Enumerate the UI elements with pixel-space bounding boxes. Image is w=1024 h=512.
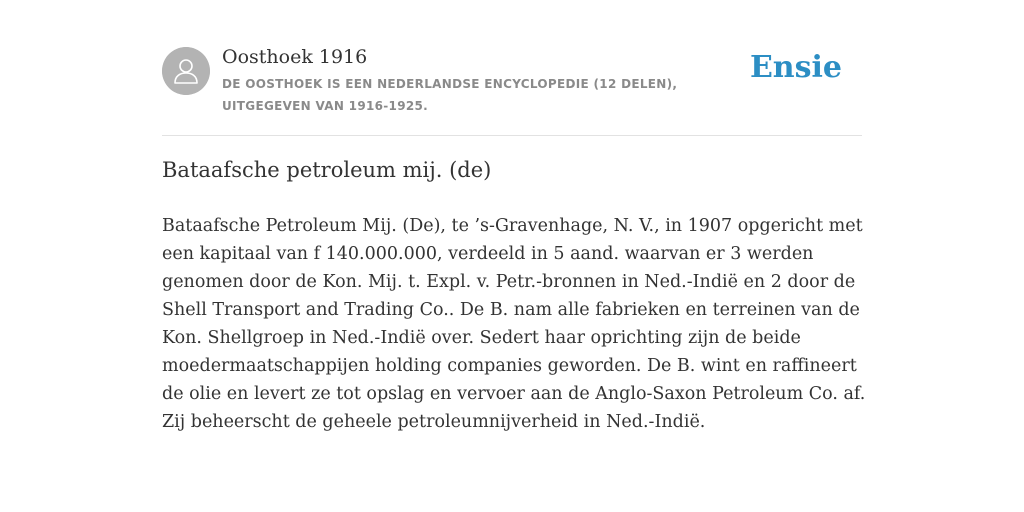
source-avatar[interactable] (162, 47, 210, 95)
entry-title: Bataafsche petroleum mij. (de) (162, 158, 492, 182)
source-title[interactable]: Oosthoek 1916 (222, 46, 368, 68)
brand-logo-link[interactable]: Ensie (749, 50, 842, 85)
source-header (162, 44, 862, 136)
entry-body: Bataafsche Petroleum Mij. (De), te ’s-Gravenhage, N. V., in 1907 opgericht met een kapitaal van f 140.000.000, verdeeld in 5 aand. waarvan er 3 werden genomen door de Kon. Mij. t. Expl. v. Petr.-bronnen in Ned.-Indië en 2 door de Shell Transport and Trading Co.. De B. nam alle fabrieken en terreinen van de Kon. Shellgroep in Ned.-Indië over. Sedert haar oprichting zijn de beide moedermaatschappijen holding companies geworden. De B. wint en raffineert de olie en levert ze tot opslag en vervoer aan de Anglo-Saxon Petroleum Co. af. Zij beheerscht de geheele petroleumnijverheid in Ned.-Indië. (162, 216, 866, 432)
user-icon (162, 47, 210, 95)
source-description: DE OOSTHOEK IS EEN NEDERLANDSE ENCYCLOPEDIE (12 DELEN), UITGEGEVEN VAN 1916-1925. (222, 77, 678, 113)
